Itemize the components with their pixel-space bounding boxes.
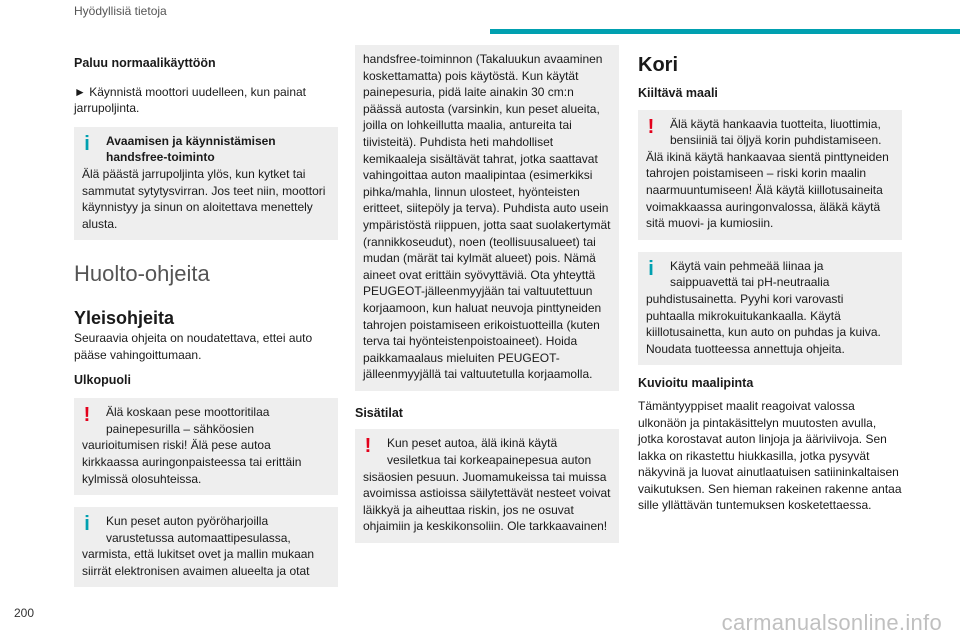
note-body: vaurioitumisen riski! Älä pese autoa kirkkaassa auringonpaisteessa tai erittäin kylmissä olosuhteissa.: [82, 438, 302, 486]
header-accent-bar: [490, 29, 960, 34]
note-line1: Kun peset autoa, älä ikinä käytä: [387, 436, 558, 451]
paragraph-textured-paint: Tämäntyyppiset maalit reagoivat valossa ulkonäön ja pintakäsittelyn muutosten avulla, jotka korostavat auton linjoja ja ääriviivoja. Sen lakka on rikastettu hiukkasilla, jotka pysyvät näkyvinä ja luovat ainutlaatuisen satiininkaltaisen vaikutuksen. Sen hieman rakeinen rakenne antaa sille yllättävän tuntemuksen kosketettaessa.: [638, 398, 902, 513]
warning-icon: !: [364, 435, 372, 458]
heading-glossy-paint: Kiiltävä maali: [638, 86, 718, 100]
info-note-continued: [355, 45, 619, 391]
note-title-line1: Avaamisen ja käynnistämisen: [106, 133, 276, 148]
paragraph-restart: ► Käynnistä moottori uudelleen, kun painat jarrupoljinta.: [74, 84, 307, 116]
paragraph-intro: Seuraavia ohjeita on noudatettava, ettei auto pääse vahingoittumaan.: [74, 331, 313, 362]
note-line2: vesiletkua tai korkeapainepesua auton: [387, 453, 592, 468]
heading-textured-paint: Kuvioitu maalipinta: [638, 376, 754, 391]
note-line1: Kun peset auton pyöröharjoilla: [106, 514, 269, 529]
column-1: [74, 45, 338, 587]
note-line2: saippuavettä tai pH-neutraalia: [670, 275, 830, 290]
note-line2: painepesurilla – sähköosien: [106, 421, 255, 436]
note-body: Älä ikinä käytä hankaavaa sientä pinttyneiden tahrojen poistamiseen – riski korin maalin naarmuuntumiseen! Älä käytä kiillotusaineita voimakkaassa auringonvalossa, äläkä käytä sitä muovi- ja kumiosiin.: [646, 149, 889, 231]
note-body: puhdistusainetta. Pyyhi kori varovasti puhtaalla mikrokuitukankaalla. Käytä kiillotusainetta, kun auto on puhdas ja kuiva. Noudata tuotteessa annettuja ohjeita.: [646, 291, 881, 356]
info-note-soft-cloth: [638, 252, 902, 366]
note-body: varmista, että lukitset ovet ja mallin mukaan siirrät elektronisen avaimen alueelta ja otat: [82, 547, 315, 578]
warning-icon: !: [647, 115, 655, 138]
section-title-body: Kori: [638, 54, 678, 76]
column-2: [355, 45, 619, 543]
section-title-maintenance: Huolto-ohjeita: [74, 261, 210, 287]
info-icon: i: [648, 257, 654, 280]
warning-note-abrasive: [638, 110, 902, 240]
subsection-title-general: Yleisohjeita: [74, 308, 175, 329]
warning-note-interior: [355, 429, 619, 543]
note-line1: Älä käytä hankaavia tuotteita, liuottimia,: [670, 116, 881, 131]
watermark: carmanualsonline.info: [721, 610, 942, 635]
column-3: [638, 45, 902, 514]
note-line1: Älä koskaan pese moottoritilaa: [106, 405, 270, 420]
note-line2: varustetussa automaattipesulassa,: [106, 530, 291, 545]
page-number: 200: [14, 606, 35, 620]
note-line1: Käytä vain pehmeää liinaa ja: [670, 258, 824, 273]
heading-return-normal: Paluu normaalikäyttöön: [74, 56, 216, 70]
note-body: Älä päästä jarrupoljinta ylös, kun kytket tai sammutat sytytysvirran. Jos teet niin, moottori käynnistyy ja sinun on aloitettava menettely alusta.: [82, 166, 326, 231]
info-icon: i: [84, 132, 90, 155]
heading-interior: Sisätilat: [355, 405, 403, 420]
info-note-handsfree: [74, 127, 338, 241]
warning-note-engine-wash: [74, 398, 338, 495]
warning-icon: !: [83, 404, 91, 427]
heading-exterior: Ulkopuoli: [74, 372, 131, 387]
note-title-line2: handsfree-toiminto: [106, 150, 215, 165]
header-section-title: Hyödyllisiä tietoja: [74, 4, 167, 18]
note-body: sisäosien pesuun. Juomamukeissa tai muissa avoimissa astioissa säilytettävät nesteet voivat läikkyä ja aiheuttaa riskin, jos ne osuvat ohjaimiin ja keskikonsoliin. Ole tarkkaavainen!: [363, 469, 611, 534]
note-line2: bensiiniä tai öljyä korin puhdistamiseen.: [670, 133, 882, 148]
info-icon: i: [84, 513, 90, 536]
info-note-car-wash: [74, 507, 338, 587]
note-body: handsfree-toiminnon (Takaluukun avaaminen koskettamatta) pois käytöstä. Kun käytät painepesuria, pidä laite ainakin 30 cm:n päässä autosta (varsinkin, kun peset alueita, joilla on lohkeilluttа maalia, antureita tai tiivisteitä). Puhdista heti mahdolliset kemikaaleja sisältävät tahrat, jotka saattavat vahingoittaa auton maalipintaa (esimerkiksi pihka/mahla, linnun ulosteet, hyönteisten eritteet, siitepöly ja terva). Puhdista auto usein ympäristöstä riippuen, jotta saat suolakertymät (rannikkoseudut), noen (teollisuusalueet) tai mudan (märät tai kylmät alueet) pois. Nämä aineet ovat erittäin syövyttäviä. Ota yhteyttä PEUGEOT-jälleenmyyjään tai valtuutettuun korjaamoon, kun haluat neuvoja pinttyneiden tahrojen poistamiseen erikoistuotteilla (kuten terva tai hyönteistenpoistoaineet). Hoida paikkamaalaus mieluiten PEUGEOT-jälleenmyyjällä tai valtuutetulla korjaamolla.: [363, 52, 611, 382]
